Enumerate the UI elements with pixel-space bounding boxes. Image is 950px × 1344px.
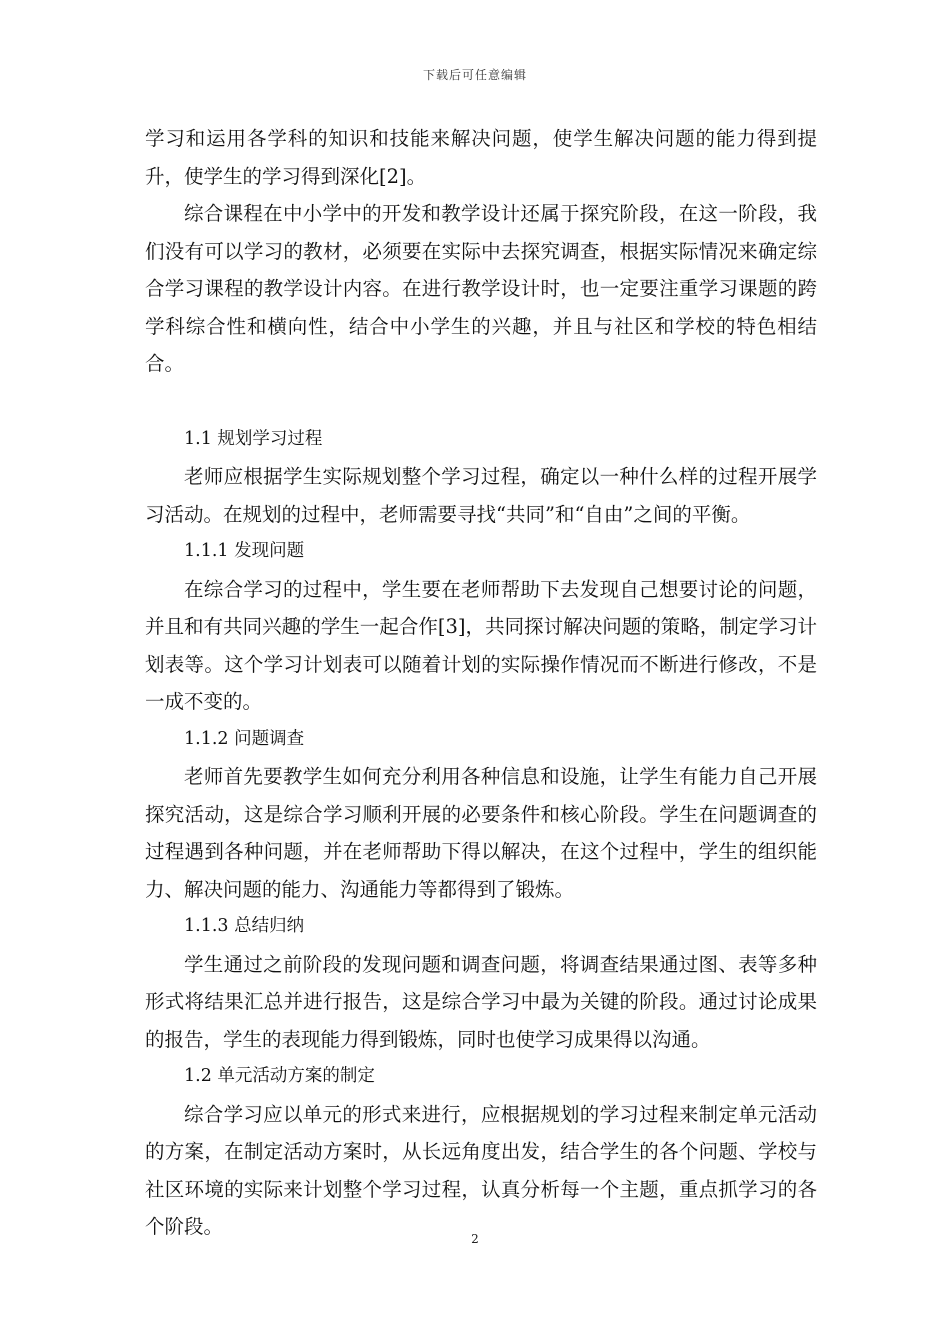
paragraph-plan: 老师应根据学生实际规划整个学习过程，确定以一种什么样的过程开展学习活动。在规划的过程中，老师需要寻找“共同”和“自由”之间的平衡。 bbox=[145, 465, 817, 526]
section-heading-1-2: 1.2 单元活动方案的制定 bbox=[184, 1066, 375, 1086]
section-heading-1-1-1: 1.1.1 发现问题 bbox=[184, 541, 305, 561]
paragraph-unit-plan: 综合学习应以单元的形式来进行，应根据规划的学习过程来制定单元活动的方案，在制定活动方案时，从长远角度出发，结合学生的各个问题、学校与社区环境的实际来计划整个学习过程，认真分析每一个主题，重点抓学习的各个阶段。 bbox=[145, 1102, 817, 1238]
paragraph-investigate: 老师首先要教学生如何充分利用各种信息和设施，让学生有能力自己开展探究活动，这是综合学习顺利开展的必要条件和核心阶段。学生在问题调查的过程遇到各种问题，并在老师帮助下得以解决，在这个过程中，学生的组织能力、解决问题的能力、沟通能力等都得到了锻炼。 bbox=[145, 765, 817, 901]
section-heading-1-1-3: 1.1.3 总结归纳 bbox=[184, 916, 305, 936]
document-body bbox=[145, 120, 817, 1246]
section-heading-1-1-2: 1.1.2 问题调查 bbox=[184, 728, 305, 749]
paragraph-summarize: 学生通过之前阶段的发现问题和调查问题，将调查结果通过图、表等多种形式将结果汇总并进行报告，这是综合学习中最为关键的阶段。通过讨论成果的报告，学生的表现能力得到锻炼，同时也使学习成果得以沟通。 bbox=[145, 952, 817, 1051]
paragraph-discover: 在综合学习的过程中，学生要在老师帮助下去发现自己想要讨论的问题，并且和有共同兴趣的学生一起合作[3]，共同探讨解决问题的策略，制定学习计划表等。这个学习计划表可以随着计划的实际操作情况而不断进行修改，不是一成不变的。 bbox=[145, 577, 817, 713]
paragraph-continued: 学习和运用各学科的知识和技能来解决问题，使学生解决问题的能力得到提升，使学生的学习得到深化[2]。 bbox=[145, 127, 817, 188]
paragraph-intro: 综合课程在中小学中的开发和教学设计还属于探究阶段，在这一阶段，我们没有可以学习的教材，必须要在实际中去探究调查，根据实际情况来确定综合学习课程的教学设计内容。在进行教学设计时，也一定要注重学习课题的跨学科综合性和横向性，结合中小学生的兴趣，并且与社区和学校的特色相结合。 bbox=[145, 202, 817, 375]
section-gap bbox=[145, 383, 817, 421]
page-header: 下载后可任意编辑 bbox=[422, 68, 527, 82]
page-number: 2 bbox=[471, 1232, 479, 1246]
section-heading-1-1: 1.1 规划学习过程 bbox=[184, 428, 323, 449]
